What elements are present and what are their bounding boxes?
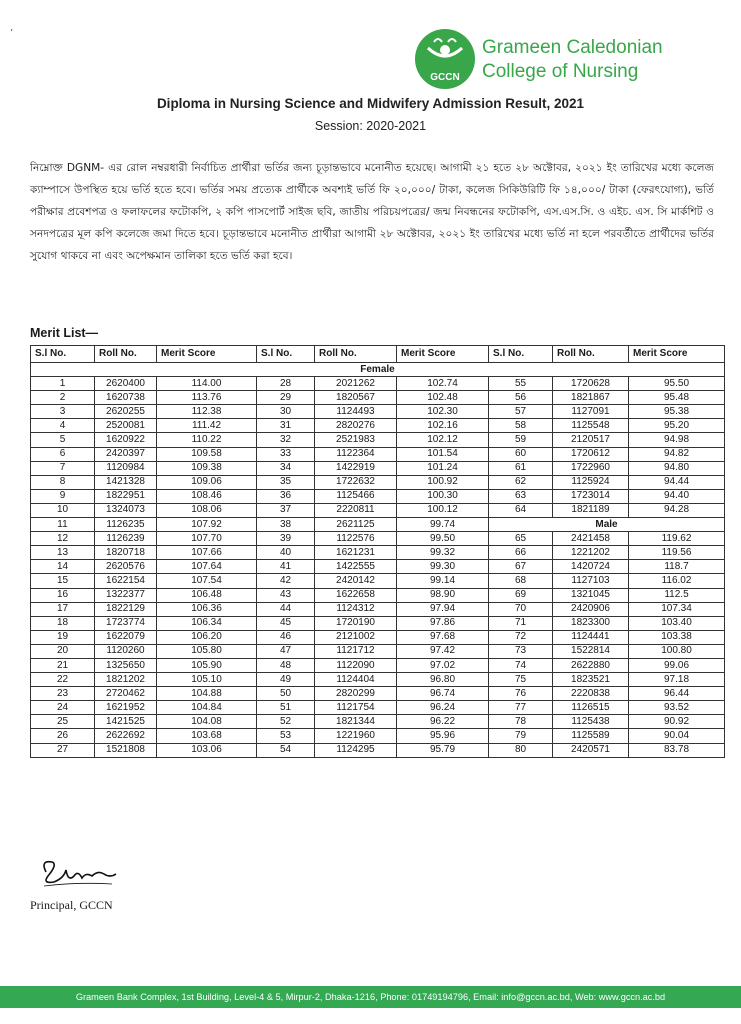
sl-cell: 41	[257, 560, 315, 574]
sl-cell: 23	[31, 687, 95, 701]
score-cell: 100.12	[397, 503, 489, 517]
score-cell: 112.38	[157, 405, 257, 419]
sl-cell: 80	[489, 743, 553, 757]
roll-cell: 1720612	[553, 447, 629, 461]
roll-cell: 2220811	[315, 503, 397, 517]
score-cell: 118.7	[629, 560, 725, 574]
score-cell: 94.28	[629, 503, 725, 517]
score-cell: 83.78	[629, 743, 725, 757]
roll-cell: 1621952	[95, 701, 157, 715]
sl-cell: 54	[257, 743, 315, 757]
score-cell: 106.20	[157, 630, 257, 644]
roll-cell: 1122364	[315, 447, 397, 461]
sl-cell: 6	[31, 447, 95, 461]
sl-cell: 3	[31, 405, 95, 419]
roll-cell: 1124493	[315, 405, 397, 419]
score-cell: 95.50	[629, 377, 725, 391]
roll-cell: 1122090	[315, 658, 397, 672]
roll-cell: 1822951	[95, 489, 157, 503]
score-cell: 108.46	[157, 489, 257, 503]
score-cell: 102.74	[397, 377, 489, 391]
sl-cell: 59	[489, 433, 553, 447]
sl-cell: 25	[31, 715, 95, 729]
sl-cell: 76	[489, 687, 553, 701]
score-cell: 103.38	[629, 630, 725, 644]
score-cell: 116.02	[629, 574, 725, 588]
score-cell: 90.04	[629, 729, 725, 743]
sl-cell: 19	[31, 630, 95, 644]
table-row	[31, 644, 725, 658]
sl-cell: 33	[257, 447, 315, 461]
table-row	[31, 673, 725, 687]
header-roll: Roll No.	[95, 346, 157, 363]
principal-label: Principal, GCCN	[30, 898, 113, 912]
roll-cell: 1122576	[315, 532, 397, 546]
score-cell: 97.68	[397, 630, 489, 644]
score-cell: 109.58	[157, 447, 257, 461]
sl-cell: 64	[489, 503, 553, 517]
sl-cell: 17	[31, 602, 95, 616]
sl-cell: 30	[257, 405, 315, 419]
gccn-logo-icon	[414, 28, 476, 90]
sl-cell: 79	[489, 729, 553, 743]
sl-cell: 78	[489, 715, 553, 729]
score-cell: 107.34	[629, 602, 725, 616]
score-cell: 107.66	[157, 546, 257, 560]
sl-cell: 56	[489, 391, 553, 405]
sl-cell: 53	[257, 729, 315, 743]
roll-cell: 1722960	[553, 461, 629, 475]
sl-cell: 31	[257, 419, 315, 433]
table-row	[31, 377, 725, 391]
roll-cell: 1120984	[95, 461, 157, 475]
score-cell: 95.79	[397, 743, 489, 757]
table-row	[31, 588, 725, 602]
roll-cell: 1121754	[315, 701, 397, 715]
sl-cell: 10	[31, 503, 95, 517]
roll-cell: 1620738	[95, 391, 157, 405]
score-cell: 111.42	[157, 419, 257, 433]
roll-cell: 1420724	[553, 560, 629, 574]
score-cell: 101.54	[397, 447, 489, 461]
roll-cell: 2621125	[315, 518, 397, 532]
score-cell: 104.84	[157, 701, 257, 715]
score-cell: 109.06	[157, 475, 257, 489]
score-cell: 107.70	[157, 532, 257, 546]
roll-cell: 1720190	[315, 616, 397, 630]
score-cell: 101.24	[397, 461, 489, 475]
sl-cell: 5	[31, 433, 95, 447]
score-cell: 113.76	[157, 391, 257, 405]
score-cell: 100.80	[629, 644, 725, 658]
sl-cell: 16	[31, 588, 95, 602]
roll-cell: 2620400	[95, 377, 157, 391]
header-sl: S.l No.	[489, 346, 553, 363]
roll-cell: 1722632	[315, 475, 397, 489]
table-row	[31, 363, 725, 377]
sl-cell: 68	[489, 574, 553, 588]
roll-cell: 1221960	[315, 729, 397, 743]
roll-cell: 1325650	[95, 658, 157, 672]
roll-cell: 1126239	[95, 532, 157, 546]
roll-cell: 1421328	[95, 475, 157, 489]
roll-cell: 1821867	[553, 391, 629, 405]
score-cell: 103.40	[629, 616, 725, 630]
roll-cell: 1823300	[553, 616, 629, 630]
sl-cell: 46	[257, 630, 315, 644]
table-row	[31, 532, 725, 546]
roll-cell: 1120260	[95, 644, 157, 658]
score-cell: 96.44	[629, 687, 725, 701]
table-row	[31, 419, 725, 433]
sl-cell: 2	[31, 391, 95, 405]
table-row	[31, 602, 725, 616]
score-cell: 99.06	[629, 658, 725, 672]
roll-cell: 1125466	[315, 489, 397, 503]
score-cell: 112.5	[629, 588, 725, 602]
score-cell: 99.74	[397, 518, 489, 532]
roll-cell: 2220838	[553, 687, 629, 701]
roll-cell: 1622154	[95, 574, 157, 588]
page-title: Diploma in Nursing Science and Midwifery Admission Result, 2021	[156, 96, 585, 111]
score-cell: 106.48	[157, 588, 257, 602]
roll-cell: 2620576	[95, 560, 157, 574]
roll-cell: 1127091	[553, 405, 629, 419]
score-cell: 97.42	[397, 644, 489, 658]
sl-cell: 28	[257, 377, 315, 391]
sl-cell: 50	[257, 687, 315, 701]
table-row	[31, 546, 725, 560]
sl-cell: 73	[489, 644, 553, 658]
sl-cell: 43	[257, 588, 315, 602]
roll-cell: 2121002	[315, 630, 397, 644]
score-cell: 100.30	[397, 489, 489, 503]
header-sl: S.l No.	[31, 346, 95, 363]
score-cell: 103.68	[157, 729, 257, 743]
roll-cell: 2120517	[553, 433, 629, 447]
roll-cell: 1125589	[553, 729, 629, 743]
sl-cell: 74	[489, 658, 553, 672]
sl-cell: 4	[31, 419, 95, 433]
table-header-row	[31, 346, 725, 363]
sl-cell: 7	[31, 461, 95, 475]
roll-cell: 1322377	[95, 588, 157, 602]
roll-cell: 1124295	[315, 743, 397, 757]
table-row	[31, 729, 725, 743]
table-row	[31, 701, 725, 715]
sl-cell: 57	[489, 405, 553, 419]
sl-cell: 12	[31, 532, 95, 546]
roll-cell: 1622079	[95, 630, 157, 644]
sl-cell: 21	[31, 658, 95, 672]
table-row	[31, 715, 725, 729]
score-cell: 96.80	[397, 673, 489, 687]
score-cell: 96.24	[397, 701, 489, 715]
score-cell: 93.52	[629, 701, 725, 715]
score-cell: 102.12	[397, 433, 489, 447]
principal-signature	[38, 852, 118, 892]
sl-cell: 9	[31, 489, 95, 503]
score-cell: 105.80	[157, 644, 257, 658]
roll-cell: 1820718	[95, 546, 157, 560]
score-cell: 105.90	[157, 658, 257, 672]
header-score: Merit Score	[397, 346, 489, 363]
roll-cell: 1125924	[553, 475, 629, 489]
roll-cell: 1125548	[553, 419, 629, 433]
roll-cell: 1823521	[553, 673, 629, 687]
roll-cell: 2622880	[553, 658, 629, 672]
roll-cell: 1521808	[95, 743, 157, 757]
roll-cell: 1422555	[315, 560, 397, 574]
score-cell: 104.08	[157, 715, 257, 729]
score-cell: 104.88	[157, 687, 257, 701]
sl-cell: 13	[31, 546, 95, 560]
roll-cell: 1124441	[553, 630, 629, 644]
roll-cell: 1620922	[95, 433, 157, 447]
score-cell: 114.00	[157, 377, 257, 391]
table-row	[31, 475, 725, 489]
sl-cell: 77	[489, 701, 553, 715]
score-cell: 99.32	[397, 546, 489, 560]
score-cell: 110.22	[157, 433, 257, 447]
sl-cell: 47	[257, 644, 315, 658]
score-cell: 119.56	[629, 546, 725, 560]
score-cell: 94.82	[629, 447, 725, 461]
score-cell: 96.22	[397, 715, 489, 729]
sl-cell: 26	[31, 729, 95, 743]
score-cell: 106.34	[157, 616, 257, 630]
roll-cell: 2820299	[315, 687, 397, 701]
score-cell: 100.92	[397, 475, 489, 489]
sl-cell: 70	[489, 602, 553, 616]
sl-cell: 63	[489, 489, 553, 503]
header-roll: Roll No.	[315, 346, 397, 363]
roll-cell: 1126235	[95, 518, 157, 532]
roll-cell: 2420142	[315, 574, 397, 588]
sl-cell: 58	[489, 419, 553, 433]
table-row	[31, 391, 725, 405]
table-row	[31, 461, 725, 475]
score-cell: 107.64	[157, 560, 257, 574]
score-cell: 90.92	[629, 715, 725, 729]
institution-name	[482, 36, 663, 84]
roll-cell: 1821189	[553, 503, 629, 517]
sl-cell: 51	[257, 701, 315, 715]
score-cell: 99.50	[397, 532, 489, 546]
institution-line2: College of Nursing	[482, 61, 639, 82]
roll-cell: 2620255	[95, 405, 157, 419]
roll-cell: 2820276	[315, 419, 397, 433]
score-cell: 102.30	[397, 405, 489, 419]
roll-cell: 2420397	[95, 447, 157, 461]
score-cell: 99.30	[397, 560, 489, 574]
roll-cell: 1124312	[315, 602, 397, 616]
score-cell: 95.38	[629, 405, 725, 419]
institution-line1: Grameen Caledonian	[482, 37, 663, 58]
roll-cell: 1723774	[95, 616, 157, 630]
sl-cell: 11	[31, 518, 95, 532]
merit-table	[30, 345, 725, 758]
roll-cell: 1621231	[315, 546, 397, 560]
roll-cell: 1324073	[95, 503, 157, 517]
score-cell: 107.92	[157, 518, 257, 532]
roll-cell: 1720628	[553, 377, 629, 391]
score-cell: 107.54	[157, 574, 257, 588]
sl-cell: 20	[31, 644, 95, 658]
roll-cell: 1221202	[553, 546, 629, 560]
sl-cell: 22	[31, 673, 95, 687]
score-cell: 95.48	[629, 391, 725, 405]
roll-cell: 1124404	[315, 673, 397, 687]
table-row	[31, 616, 725, 630]
sl-cell: 40	[257, 546, 315, 560]
sl-cell: 45	[257, 616, 315, 630]
score-cell: 109.38	[157, 461, 257, 475]
footer-address: Grameen Bank Complex, 1st Building, Level-4 & 5, Mirpur-2, Dhaka-1216, Phone: 01749194796, Email: info@gccn.ac.bd, Web: www.gccn.ac.bd	[0, 986, 741, 1008]
roll-cell: 1522814	[553, 644, 629, 658]
sl-cell: 44	[257, 602, 315, 616]
table-row	[31, 630, 725, 644]
sl-cell: 24	[31, 701, 95, 715]
sl-cell: 62	[489, 475, 553, 489]
roll-cell: 1820567	[315, 391, 397, 405]
score-cell: 98.90	[397, 588, 489, 602]
sl-cell: 35	[257, 475, 315, 489]
roll-cell: 1127103	[553, 574, 629, 588]
roll-cell: 2021262	[315, 377, 397, 391]
table-row	[31, 503, 725, 517]
sl-cell: 18	[31, 616, 95, 630]
roll-cell: 1421525	[95, 715, 157, 729]
table-row	[31, 447, 725, 461]
logo-text: GCCN	[430, 72, 460, 83]
score-cell: 102.48	[397, 391, 489, 405]
table-row	[31, 433, 725, 447]
sl-cell: 49	[257, 673, 315, 687]
score-cell: 103.06	[157, 743, 257, 757]
sl-cell: 29	[257, 391, 315, 405]
sl-cell: 32	[257, 433, 315, 447]
roll-cell: 1723014	[553, 489, 629, 503]
section-label-female: Female	[31, 363, 725, 377]
header-score: Merit Score	[157, 346, 257, 363]
score-cell: 97.94	[397, 602, 489, 616]
roll-cell: 2421458	[553, 532, 629, 546]
roll-cell: 1121712	[315, 644, 397, 658]
table-row	[31, 489, 725, 503]
score-cell: 97.02	[397, 658, 489, 672]
sl-cell: 66	[489, 546, 553, 560]
score-cell: 99.14	[397, 574, 489, 588]
table-row	[31, 743, 725, 757]
roll-cell: 1822129	[95, 602, 157, 616]
sl-cell: 75	[489, 673, 553, 687]
sl-cell: 39	[257, 532, 315, 546]
sl-cell: 42	[257, 574, 315, 588]
score-cell: 108.06	[157, 503, 257, 517]
header-score: Merit Score	[629, 346, 725, 363]
admission-notice: নিম্নোক্ত DGNM- এর রোল নম্বরধারী নির্বাচিত প্রার্থীরা ভর্তির জন্য চূড়ান্তভাবে মনোনীত হয়েছে। আগামী ২১ হতে ২৮ অক্টোবর, ২০২১ ইং তারিখের মধ্যে কলেজ ক্যাম্পাসে উপস্থিত হয়ে ভর্তি হতে হবে। ভর্তির সময় প্রত্যেক প্রার্থীকে অবশ্যই ভর্তি ফি ২০,০০০/ টাকা, কলেজ সিকিউরিটি ফি ১৪,০০০/ টাকা (ফেরৎযোগ্য), ভর্তি পরীক্ষার প্রবেশপত্র ও ফলাফলের ফটোকপি, ২ কপি পাসপোর্ট সাইজ ছবি, জাতীয় পরিচয়পত্রের/ জন্ম নিবন্ধনের ফটোকপি, এস.এস.সি. ও এইচ. এস. সি মার্কশিট ও সনদপত্রের মূল কপি কলেজে জমা দিতে হবে। চূড়ান্তভাবে মনোনীত প্রার্থীরা আগামী ২৮ অক্টোবর, ২০২১ ইং তারিখের মধ্যে ভর্তি না হলে পরবর্তীতে প্রার্থীদের ভর্তির সুযোগ থাকবে না এবং অপেক্ষমান তালিকা হতে ভর্তি করা হবে।	[30, 162, 714, 262]
table-row	[31, 518, 725, 532]
roll-cell: 1821344	[315, 715, 397, 729]
sl-cell: 14	[31, 560, 95, 574]
score-cell: 94.98	[629, 433, 725, 447]
corner-mark: ’	[10, 28, 14, 39]
score-cell: 94.80	[629, 461, 725, 475]
sl-cell: 15	[31, 574, 95, 588]
roll-cell: 1126515	[553, 701, 629, 715]
roll-cell: 2622692	[95, 729, 157, 743]
roll-cell: 2521983	[315, 433, 397, 447]
score-cell: 106.36	[157, 602, 257, 616]
roll-cell: 2720462	[95, 687, 157, 701]
score-cell: 119.62	[629, 532, 725, 546]
score-cell: 95.20	[629, 419, 725, 433]
sl-cell: 69	[489, 588, 553, 602]
sl-cell: 67	[489, 560, 553, 574]
roll-cell: 2420906	[553, 602, 629, 616]
roll-cell: 1422919	[315, 461, 397, 475]
roll-cell: 2420571	[553, 743, 629, 757]
sl-cell: 48	[257, 658, 315, 672]
roll-cell: 1622658	[315, 588, 397, 602]
sl-cell: 34	[257, 461, 315, 475]
score-cell: 97.86	[397, 616, 489, 630]
sl-cell: 61	[489, 461, 553, 475]
score-cell: 105.10	[157, 673, 257, 687]
table-row	[31, 560, 725, 574]
sl-cell: 55	[489, 377, 553, 391]
sl-cell: 27	[31, 743, 95, 757]
roll-cell: 1321045	[553, 588, 629, 602]
table-row	[31, 687, 725, 701]
score-cell: 102.16	[397, 419, 489, 433]
roll-cell: 2520081	[95, 419, 157, 433]
sl-cell: 72	[489, 630, 553, 644]
sl-cell: 60	[489, 447, 553, 461]
sl-cell: 36	[257, 489, 315, 503]
merit-list-title: Merit List—	[30, 326, 99, 340]
session-label: Session: 2020-2021	[314, 119, 427, 133]
roll-cell: 1821202	[95, 673, 157, 687]
score-cell: 94.44	[629, 475, 725, 489]
roll-cell: 1125438	[553, 715, 629, 729]
table-row	[31, 405, 725, 419]
sl-cell: 38	[257, 518, 315, 532]
sl-cell: 37	[257, 503, 315, 517]
header-sl: S.l No.	[257, 346, 315, 363]
sl-cell: 52	[257, 715, 315, 729]
sl-cell: 65	[489, 532, 553, 546]
score-cell: 97.18	[629, 673, 725, 687]
score-cell: 96.74	[397, 687, 489, 701]
sl-cell: 8	[31, 475, 95, 489]
header-roll: Roll No.	[553, 346, 629, 363]
score-cell: 95.96	[397, 729, 489, 743]
score-cell: 94.40	[629, 489, 725, 503]
sl-cell: 1	[31, 377, 95, 391]
section-label: Male	[489, 518, 725, 532]
table-row	[31, 658, 725, 672]
sl-cell: 71	[489, 616, 553, 630]
table-row	[31, 574, 725, 588]
